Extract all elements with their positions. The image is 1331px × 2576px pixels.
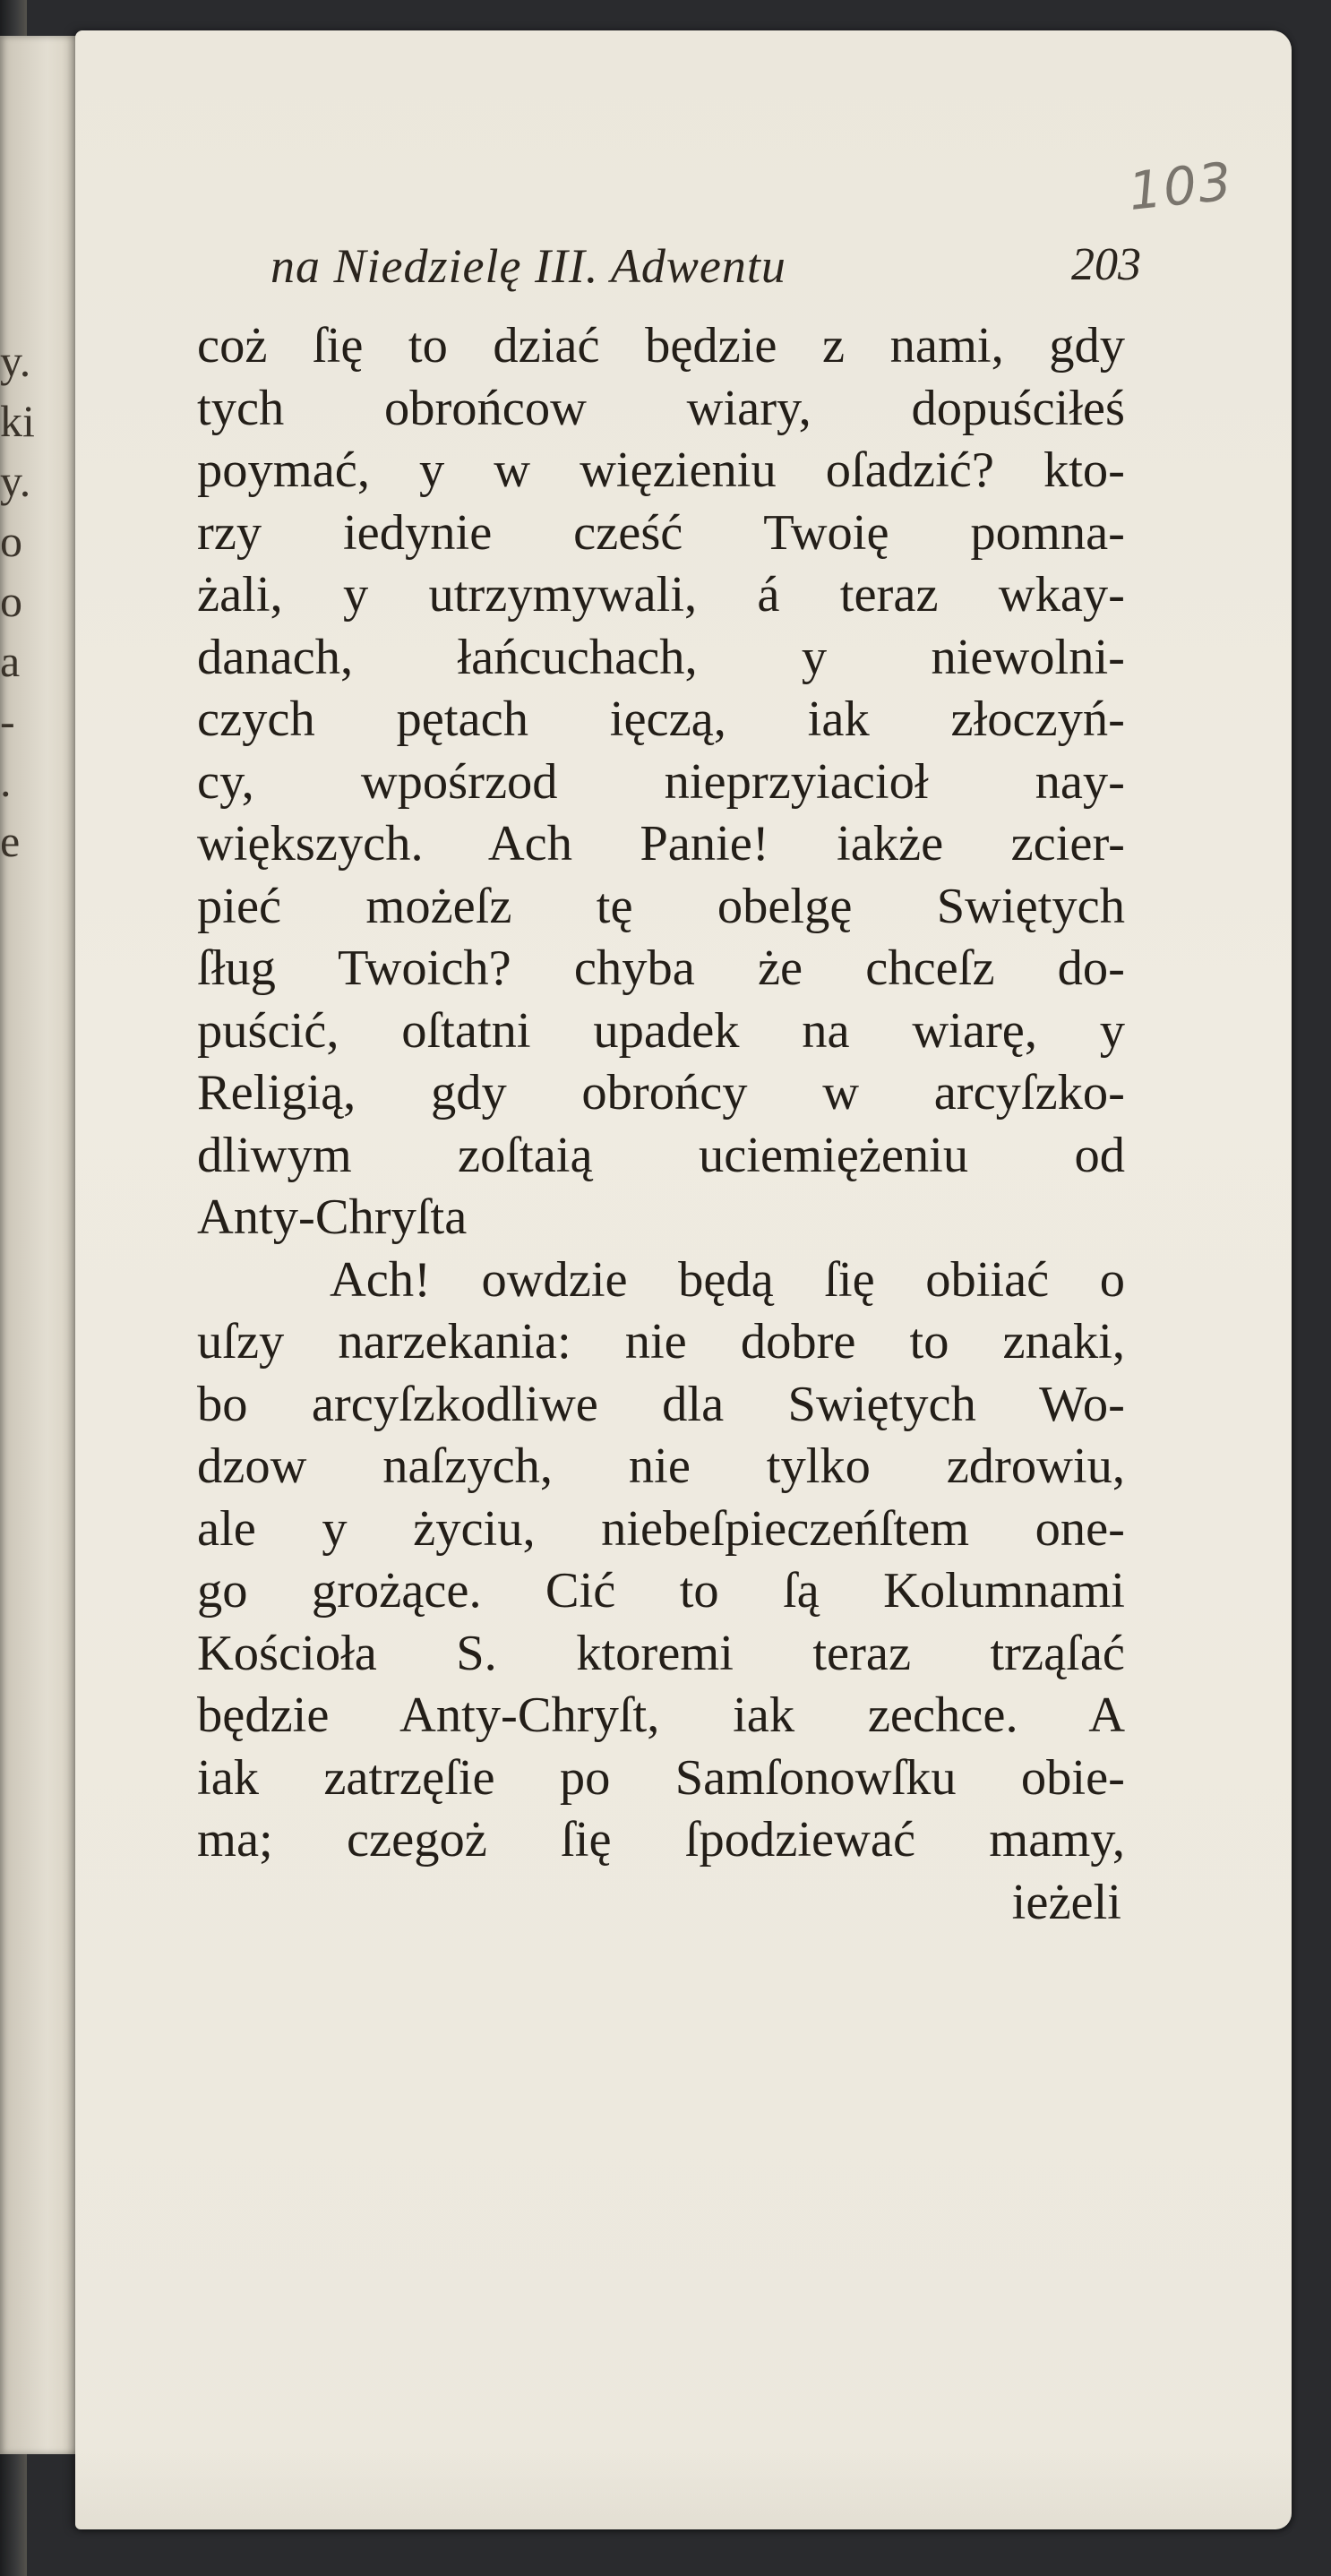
text-line: Religią, gdy obrońcy w arcyſzko-	[197, 1065, 1125, 1121]
text-line: będzie Anty-Chryſt, iak zechce. A	[197, 1687, 1125, 1743]
facing-fragment: e	[0, 816, 21, 866]
text-line: pieć możeſz tę obelgę Swiętych	[197, 878, 1125, 934]
facing-fragment: ki	[0, 396, 35, 446]
text-line: rzy iedynie cześć Twoię pomna-	[197, 504, 1125, 561]
facing-fragment: a	[0, 636, 21, 686]
facing-fragment: o	[0, 576, 22, 626]
text-line: tych obrońcow wiary, dopuściłeś	[197, 380, 1125, 436]
text-line: danach, łańcuchach, y niewolni-	[197, 629, 1125, 685]
text-line: większych. Ach Panie! iakże zcier-	[197, 816, 1125, 872]
facing-page-text	[0, 331, 36, 872]
text-line: żali, y utrzymywali, á teraz wkay-	[197, 567, 1125, 623]
text-line-paragraph-start: Ach! owdzie będą ſię obiiać o	[330, 1251, 1125, 1308]
text-line: uſzy narzekania: nie dobre to znaki,	[197, 1314, 1125, 1370]
text-line: dliwym zoſtaią uciemiężeniu od	[197, 1127, 1125, 1183]
handwritten-folio-number: 103	[1125, 150, 1236, 222]
running-title: na Niedzielę III. Adwentu	[270, 239, 786, 293]
facing-page-edge	[0, 36, 86, 2454]
page-number: 203	[1071, 239, 1141, 290]
facing-fragment: -	[0, 696, 15, 746]
catchword: ieżeli	[1011, 1874, 1121, 1930]
text-line: czych pętach ięczą, iak złoczyń-	[197, 691, 1125, 747]
body-text	[197, 315, 1125, 1934]
text-line: dzow naſzych, nie tylko zdrowiu,	[197, 1438, 1125, 1494]
text-line: coż ſię to dziać będzie z nami, gdy	[197, 318, 1125, 374]
facing-fragment: y.	[0, 456, 31, 506]
text-line: Kościoła S. ktoremi teraz trząſać	[197, 1625, 1125, 1681]
book-page	[75, 30, 1292, 2529]
text-line-paragraph-end: Anty-Chryſta	[197, 1189, 468, 1245]
text-line: bo arcyſzkodliwe dla Swiętych Wo-	[197, 1376, 1125, 1432]
text-line: ale y życiu, niebeſpieczeńſtem one-	[197, 1500, 1125, 1557]
text-line: go grożące. Cić to ſą Kolumnami	[197, 1563, 1125, 1619]
text-line: poymać, y w więzieniu oſadzić? kto-	[197, 442, 1125, 498]
facing-fragment: y.	[0, 336, 31, 386]
text-line: cy, wpośrzod nieprzyiacioł nay-	[197, 753, 1125, 810]
text-line: puścić, oſtatni upadek na wiarę, y	[197, 1002, 1125, 1059]
facing-fragment: .	[0, 756, 12, 806]
text-line: ma; czegoż ſię ſpodziewać mamy,	[197, 1812, 1125, 1868]
facing-fragment: o	[0, 516, 22, 566]
text-line: ſług Twoich? chyba że chceſz do-	[197, 940, 1125, 996]
running-header	[270, 238, 1141, 310]
text-line: iak zatrzęſie po Samſonowſku obie-	[197, 1749, 1125, 1806]
